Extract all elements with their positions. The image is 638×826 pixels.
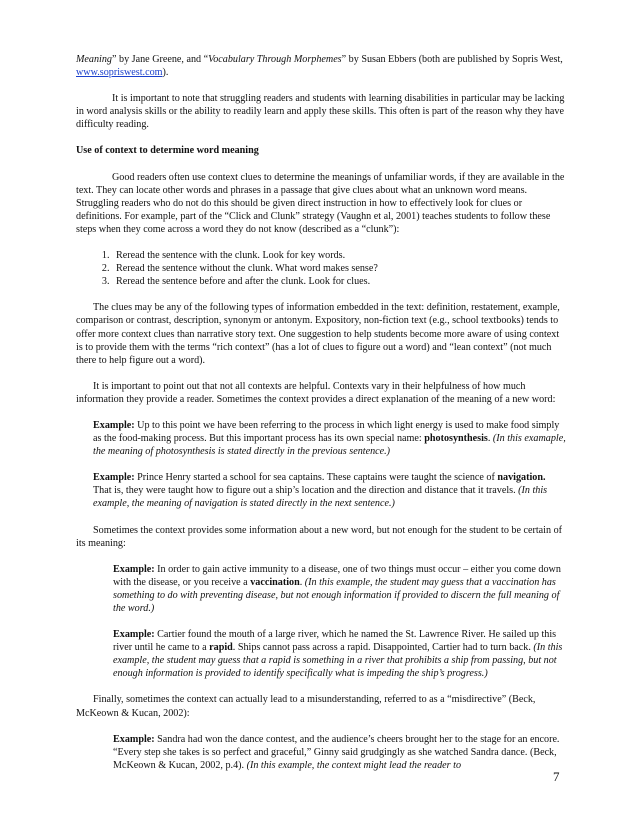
- example-rapid: [113, 628, 566, 680]
- intro-text: ” by Jane Greene, and “: [112, 54, 209, 65]
- example-term: vaccination: [250, 576, 300, 588]
- intro-paragraph: [76, 53, 566, 79]
- step-item: 2. Reread the sentence without the clunk. What word makes sense?: [112, 262, 566, 275]
- misdirective-paragraph: Finally, sometimes the context can actually lead to a misunderstanding, referred to as a “misdirective” (Beck, McKeown & Kucan, 2002):: [76, 694, 536, 719]
- example-term: photosynthesis: [424, 433, 488, 445]
- example-text-after: . Ships cannot pass across a rapid. Disappointed, Cartier had to turn back.: [232, 642, 534, 654]
- example-text: Sandra had won the dance contest, and the audience’s cheers brought her to the stage for an encore. “Every step she takes is so perfect and graceful,” Ginny said grudgingly as she watched Sandra dance. (Beck, McKeown & Kucan, 2002, p.4).: [113, 733, 560, 771]
- step-item: 3. Reread the sentence before and after the clunk. Look for clues.: [112, 275, 566, 288]
- important-paragraph: It is important to note that struggling readers and students with learning disabilities in particular may be lacking in word analysis skills or the ability to readily learn and apply these skills. This often is part of the reason why they have difficulty reading.: [76, 93, 565, 131]
- example-label: Example:: [113, 733, 155, 745]
- example-label: Example:: [93, 419, 135, 431]
- example-label: Example:: [113, 629, 155, 641]
- example-text: Cartier found the mouth of a large river, which he named the St. Lawrence River. He sailed up this river until he came to a: [113, 629, 557, 654]
- sopris-west-link[interactable]: www.sopriswest.com: [76, 67, 163, 79]
- example-label: Example:: [113, 563, 155, 575]
- good-readers-paragraph: Good readers often use context clues to determine the meanings of unfamiliar words, if they are available in the text. They can locate other words and phrases in a passage that give clues about what an unknown word means. Struggling readers who do not do this should be given direct instruction in how to effectively look for clues or definitions. For example, part of the “Click and Clunk” strategy (Vaughn et al, 2001) teaches students to follow these steps when they come across a word they do not know (described as a “clunk”):: [76, 171, 565, 235]
- book-title-1-end: Meaning: [76, 54, 112, 65]
- example-note: (In this example, the student may guess that a vaccination has something to do with preventing disease, but not enough information if provided to discern the full meaning of the word.): [113, 576, 560, 614]
- example-text: Prince Henry started a school for sea captains. These captains were taught the science of: [134, 472, 498, 484]
- example-term: navigation.: [497, 472, 546, 484]
- document-page: [76, 53, 566, 772]
- section-heading: Use of context to determine word meaning: [76, 145, 259, 157]
- intro-text-2: ” by Susan Ebbers (both are published by Sopris West,: [341, 54, 563, 65]
- click-clunk-steps: [76, 249, 566, 288]
- example-vaccination: [113, 563, 566, 615]
- book-title-2: Vocabulary Through Morphemes: [208, 54, 342, 65]
- clues-paragraph: The clues may be any of the following types of information embedded in the text: definition, restatement, example, comparison or contrast, description, synonym or antonym. Expository, non-fiction text (e.g., school textbooks) tends to offer more context clues than narrative story text. One suggestion to help students become more aware of using context is to provide them with the terms “rich context” (has a lot of clues to figure out a word) and “lean context” (not much there to help figure out a word).: [76, 302, 560, 366]
- intro-text-3: ).: [162, 67, 169, 79]
- example-note: (In this example, the student may guess that a rapid is something in a river that prohibits a ship from passing, but not enough information is provided to identify specifically what is impeding the ship’s progress.): [113, 642, 563, 680]
- contexts-paragraph: It is important to point out that not all contexts are helpful. Contexts vary in their helpfulness of how much information they provide a reader. Sometimes the context provides a direct explanation of the meaning of a new word:: [76, 380, 556, 405]
- example-photosynthesis: [93, 419, 566, 458]
- example-dance: [113, 733, 566, 772]
- page-number: 7: [553, 769, 560, 784]
- example-note: (In this example, the meaning of navigation is stated directly in the next sentence.): [93, 485, 548, 510]
- example-text: Up to this point we have been referring to the process in which light energy is used to make food simply as the food-making process. But this important process has its own special name:: [93, 419, 560, 445]
- example-note: (In this example, the context might lead the reader to: [246, 759, 462, 771]
- example-term: rapid: [209, 642, 233, 654]
- example-navigation: [93, 471, 566, 510]
- example-label: Example:: [93, 472, 135, 484]
- example-note: (In this examaple, the meaning of photosynthesis is stated directly in the previous sentence.): [93, 433, 566, 458]
- some-info-paragraph: Sometimes the context provides some information about a new word, but not enough for the student to be certain of its meaning:: [76, 524, 563, 549]
- example-text-after: .: [299, 576, 305, 588]
- example-text: In order to gain active immunity to a disease, one of two things must occur – either you come down with the disease, or you receive a: [113, 563, 561, 588]
- example-text-after: .: [487, 433, 493, 445]
- example-text-after: That is, they were taught how to figure out a ship’s location and the direction and distance that it travels.: [93, 485, 519, 497]
- step-item: 1. Reread the sentence with the clunk. Look for key words.: [112, 249, 566, 262]
